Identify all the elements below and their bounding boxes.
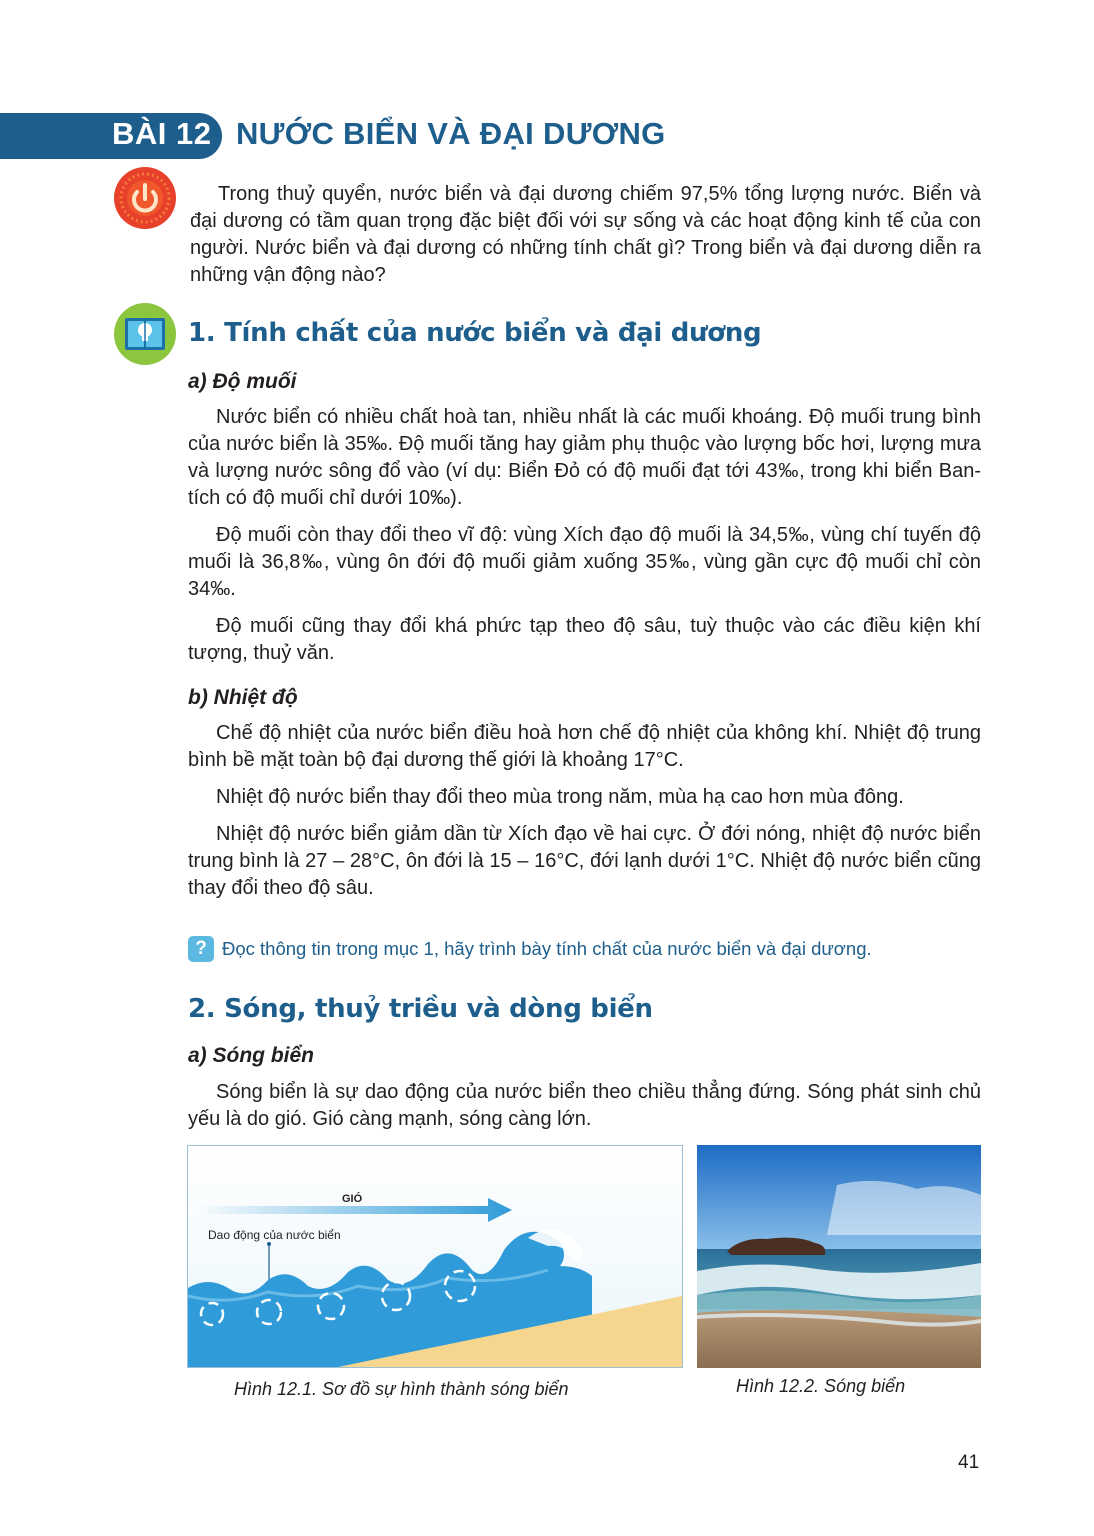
question-text: Đọc thông tin trong mục 1, hãy trình bày tính chất của nước biển và đại dương.: [222, 938, 872, 959]
section-1a-title: a) Độ muối: [188, 370, 297, 393]
oscillation-label: Dao động của nước biển: [208, 1228, 341, 1242]
lesson-code: BÀI 12: [112, 116, 212, 151]
section-1b-title: b) Nhiệt độ: [188, 686, 298, 709]
section-2-title: 2. Sóng, thuỷ triều và dòng biển: [188, 994, 653, 1024]
paragraph: Nhiệt độ nước biển thay đổi theo mùa trong năm, mùa hạ cao hơn mùa đông.: [216, 786, 904, 808]
question-icon: ?: [188, 936, 214, 962]
section-1-title: 1. Tính chất của nước biển và đại dương: [188, 318, 762, 348]
sea-wave-photo: [697, 1145, 981, 1368]
section-1b-text: [188, 720, 981, 902]
paragraph: Sóng biển là sự dao động của nước biển theo chiều thẳng đứng. Sóng phát sinh chủ yếu là do gió. Gió càng mạnh, sóng càng lớn.: [188, 1081, 981, 1130]
figure-1-caption: Hình 12.1. Sơ đồ sự hình thành sóng biển: [234, 1379, 569, 1399]
intro-text-block: [190, 181, 981, 289]
paragraph: Chế độ nhiệt của nước biển điều hoà hơn chế độ nhiệt của không khí. Nhiệt độ trung bình bề mặt toàn bộ đại dương thế giới là khoảng 17°C.: [188, 722, 981, 771]
paragraph: Nhiệt độ nước biển giảm dần từ Xích đạo về hai cực. Ở đới nóng, nhiệt độ nước biển trung bình là 27 – 28°C, ôn đới là 15 – 16°C, đới lạnh dưới 1°C. Nhiệt độ nước biển cũng thay đổi theo độ sâu.: [188, 823, 981, 899]
paragraph: Độ muối cũng thay đổi khá phức tạp theo độ sâu, tuỳ thuộc vào các điều kiện khí tượng, thuỷ văn.: [188, 615, 981, 664]
section-2a-title: a) Sóng biển: [188, 1044, 314, 1067]
sea-photo-svg: [697, 1145, 981, 1368]
section-1a-text: [188, 404, 981, 667]
section-2a-text: [188, 1079, 981, 1133]
intro-paragraph: Trong thuỷ quyển, nước biển và đại dương chiếm 97,5% tổng lượng nước. Biển và đại dương có tầm quan trọng đặc biệt đối với sự sống và các hoạt động kinh tế của con người. Nước biển và đại dương có những tính chất gì? Trong biển và đại dương diễn ra những vận động nào?: [190, 183, 981, 286]
lesson-title: NƯỚC BIỂN VÀ ĐẠI DƯƠNG: [236, 116, 666, 151]
wave-diagram-svg: [188, 1146, 682, 1367]
power-icon: [113, 166, 177, 230]
wind-label: GIÓ: [342, 1193, 363, 1205]
wave-formation-diagram: [187, 1145, 683, 1368]
question-row: [188, 936, 981, 964]
page-number: 41: [958, 1452, 980, 1473]
paragraph: Nước biển có nhiều chất hoà tan, nhiều nhất là các muối khoáng. Độ muối trung bình của nước biển là 35‰. Độ muối tăng hay giảm phụ thuộc vào lượng bốc hơi, lượng mưa và lượng nước sông đổ vào (ví dụ: Biển Đỏ có độ muối đạt tới 43‰, trong khi biển Ban-tích có độ muối chỉ dưới 10‰).: [188, 406, 981, 509]
book-lightbulb-icon: [113, 302, 177, 366]
paragraph: Độ muối còn thay đổi theo vĩ độ: vùng Xích đạo độ muối là 34,5‰, vùng chí tuyến độ muối là 36,8‰, vùng ôn đới độ muối giảm xuống 35‰, vùng gần cực độ muối chỉ còn 34‰.: [188, 524, 981, 600]
figure-2-caption: Hình 12.2. Sóng biển: [736, 1376, 906, 1396]
